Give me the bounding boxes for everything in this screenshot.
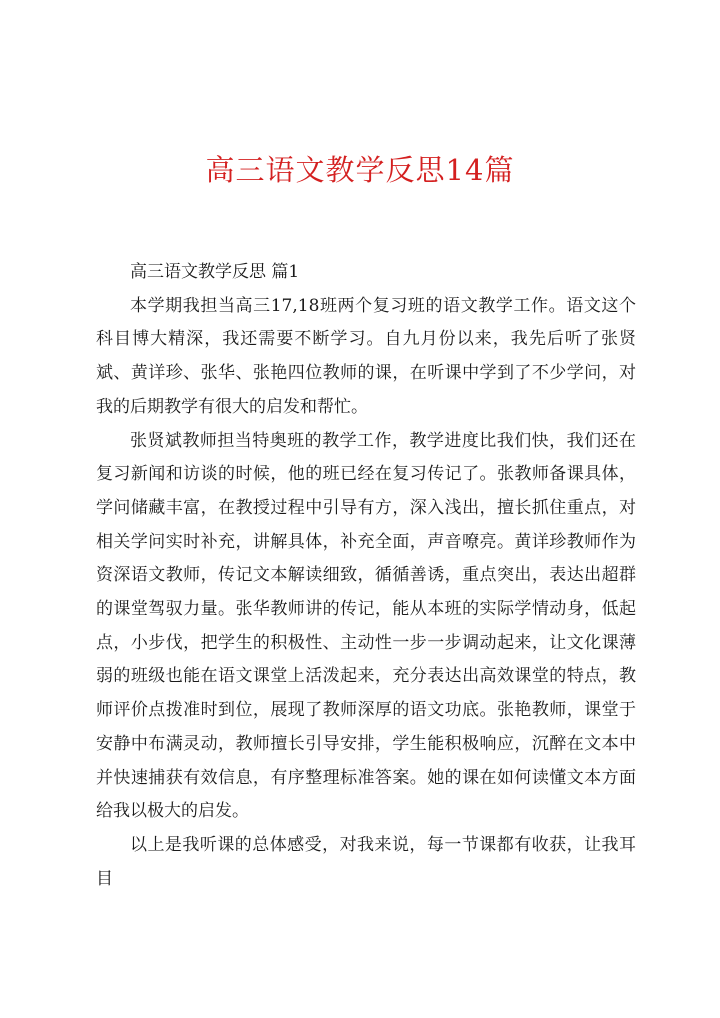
paragraph-3: 以上是我听课的总体感受，对我来说，每一节课都有收获，让我耳目: [96, 834, 636, 889]
section-heading: 高三语文教学反思 篇1: [130, 262, 300, 282]
document-body: [96, 256, 636, 896]
document-title: 高三语文教学反思14篇: [205, 153, 515, 187]
paragraph-2: 张贤斌教师担当特奥班的教学工作，教学进度比我们快，我们还在复习新闻和访谈的时候，他的班已经在复习传记了。张教师备课具体，学问储藏丰富，在教授过程中引导有方，深入浅出，擅长抓住重点，对相关学问实时补充，讲解具体，补充全面，声音嘹亮。黄详珍教师作为资深语文教师，传记文本解读细致，循循善诱，重点突出，表达出超群的课堂驾驭力量。张华教师讲的传记，能从本班的实际学情动身，低起点，小步伐，把学生的积极性、主动性一步一步调动起来，让文化课薄弱的班级也能在语文课堂上活泼起来，充分表达出高效课堂的特点，教师评价点拨准时到位，展现了教师深厚的语文功底。张艳教师，课堂于安静中布满灵动，教师擅长引导安排，学生能积极响应，沉醉在文本中并快速捕获有效信息，有序整理标准答案。她的课在如何读懂文本方面给我以极大的启发。: [96, 430, 636, 822]
paragraph-1: 本学期我担当高三17,18班两个复习班的语文教学工作。语文这个科目博大精深，我还需要不断学习。自九月份以来，我先后听了张贤斌、黄详珍、张华、张艳四位教师的课，在听课中学到了不少学问，对我的后期教学有很大的启发和帮忙。: [96, 295, 636, 417]
